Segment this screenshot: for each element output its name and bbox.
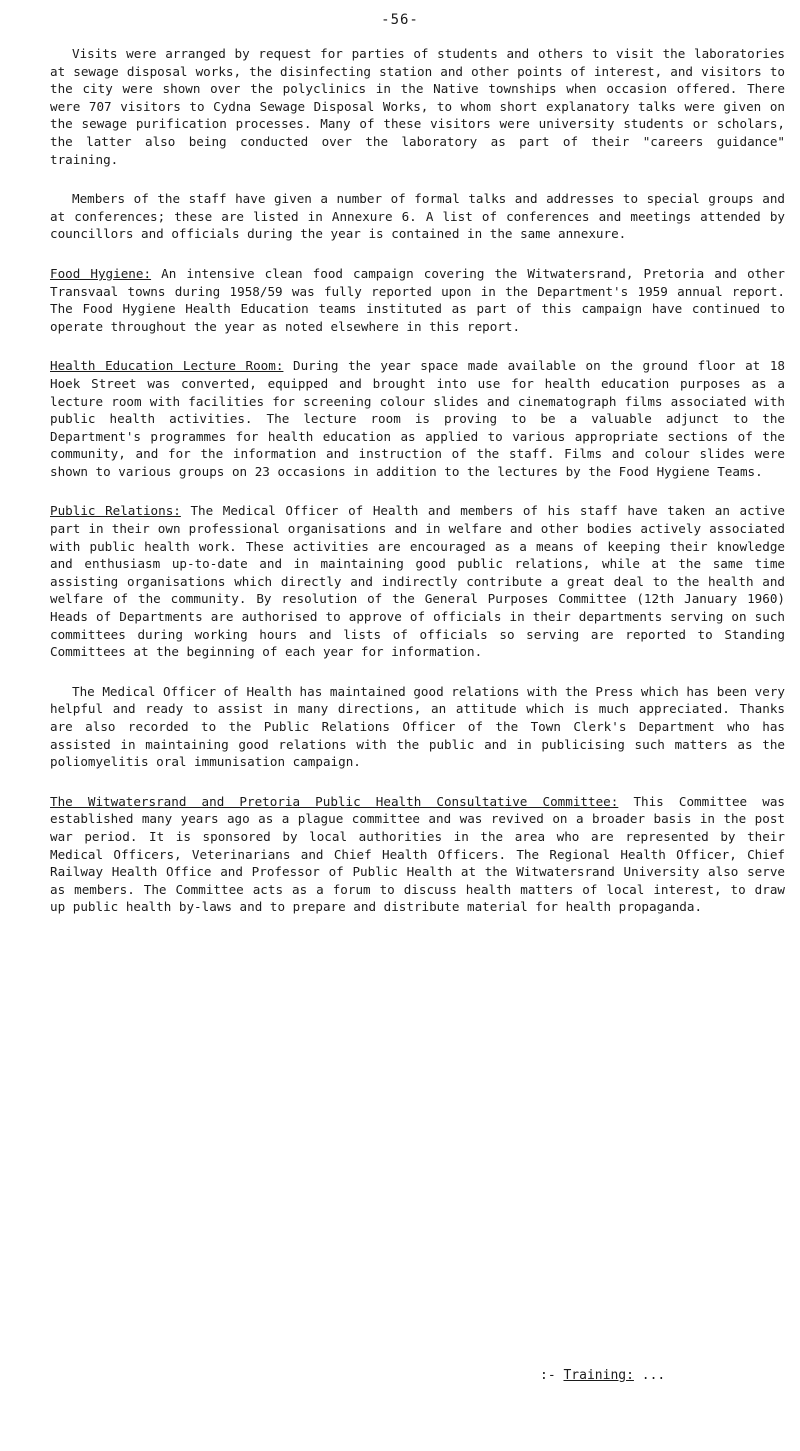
document-body	[50, 45, 785, 938]
paragraph-talks	[50, 190, 785, 243]
paragraph-text: During the year space made available on the ground floor at 18 Hoek Street was converted, equipped and brought into use for health education purposes as a lecture room with facilities for screening colour slides and cinematograph films associated with public health activities. The lecture room is proving to be a valuable adjunct to the Department's programmes for health education as applied to various appropriate sections of the community, and for the information and instruction of the staff. Films and colour slides were shown to various groups on 23 occasions in addition to the lectures by the Food Hygiene Teams.	[50, 358, 785, 479]
paragraph-text: The Medical Officer of Health and members of his staff have taken an active part in their own professional organisations and in welfare and other bodies actively associated with public health work. These activities are encouraged as a means of keeping their knowledge and enthusiasm up-to-date and in maintaining good public relations, while at the same time assisting organisations which directly and indirectly contribute a great deal to the health and welfare of the community. By resolution of the General Purposes Committee (12th January 1960) Heads of Departments are authorised to approve of officials in their departments serving on such committees during working hours and lists of officials so serving are reported to Standing Committees at the beginning of each year for information.	[50, 503, 785, 660]
paragraph-text: An intensive clean food campaign covering the Witwatersrand, Pretoria and other Transvaal towns during 1958/59 was fully reported upon in the Department's 1959 annual report. The Food Hygiene Health Education teams instituted as part of this campaign have continued to operate throughout the year as noted elsewhere in this report.	[50, 265, 785, 334]
page-number: -56-	[381, 12, 419, 28]
paragraph-public-relations	[50, 502, 785, 660]
paragraph-text: This Committee was established many years ago as a plague committee and was revived on a broader basis in the post war period. It is sponsored by local authorities in the area who are represented by their Medical Officers, Veterinarians and Chief Health Officers. The Regional Health Officer, Chief Railway Health Office and Professor of Public Health at the Witwatersrand University also serve as members. The Committee acts as a forum to discuss health matters of local interest, to draw up public health by-laws and to prepare and distribute material for health propaganda.	[50, 793, 785, 915]
footer-catchword: Training:	[563, 1368, 634, 1383]
paragraph-visits	[50, 45, 785, 168]
section-heading: The Witwatersrand and Pretoria Public Health Consultative Committee:	[50, 793, 619, 809]
paragraph-text: Members of the staff have given a number of formal talks and addresses to special groups and at conferences; these are listed in Annexure 6. A list of conferences and meetings attended by councillors and officials during the year is contained in the same annexure.	[50, 191, 785, 242]
section-heading: Health Education Lecture Room:	[50, 358, 284, 374]
paragraph-press	[50, 683, 785, 771]
paragraph-consultative-committee	[50, 793, 785, 916]
catchword-footer	[540, 1368, 665, 1383]
paragraph-lecture-room	[50, 357, 785, 480]
footer-ellipsis: ...	[641, 1368, 666, 1383]
footer-dash: :-	[540, 1368, 556, 1383]
paragraph-text: Visits were arranged by request for parties of students and others to visit the laboratories at sewage disposal works, the disinfecting station and other points of interest, and visitors to the city were shown over the polyclinics in the Native townships when occasion offered. There were 707 visitors to Cydna Sewage Disposal Works, to whom short explanatory talks were given on the sewage purification processes. Many of these visitors were university students or scholars, the latter also being conducted over the laboratory as part of their "careers guidance" training.	[50, 46, 785, 167]
section-heading: Public Relations:	[50, 503, 181, 519]
paragraph-food-hygiene	[50, 265, 785, 335]
paragraph-text: The Medical Officer of Health has maintained good relations with the Press which has been very helpful and ready to assist in many directions, an attitude which is much appreciated. Thanks are also recorded to the Public Relations Officer of the Town Clerk's Department who has assisted in maintaining good relations with the public and in publicising such matters as the poliomyelitis oral immunisation campaign.	[50, 683, 785, 770]
section-heading: Food Hygiene:	[50, 265, 152, 281]
